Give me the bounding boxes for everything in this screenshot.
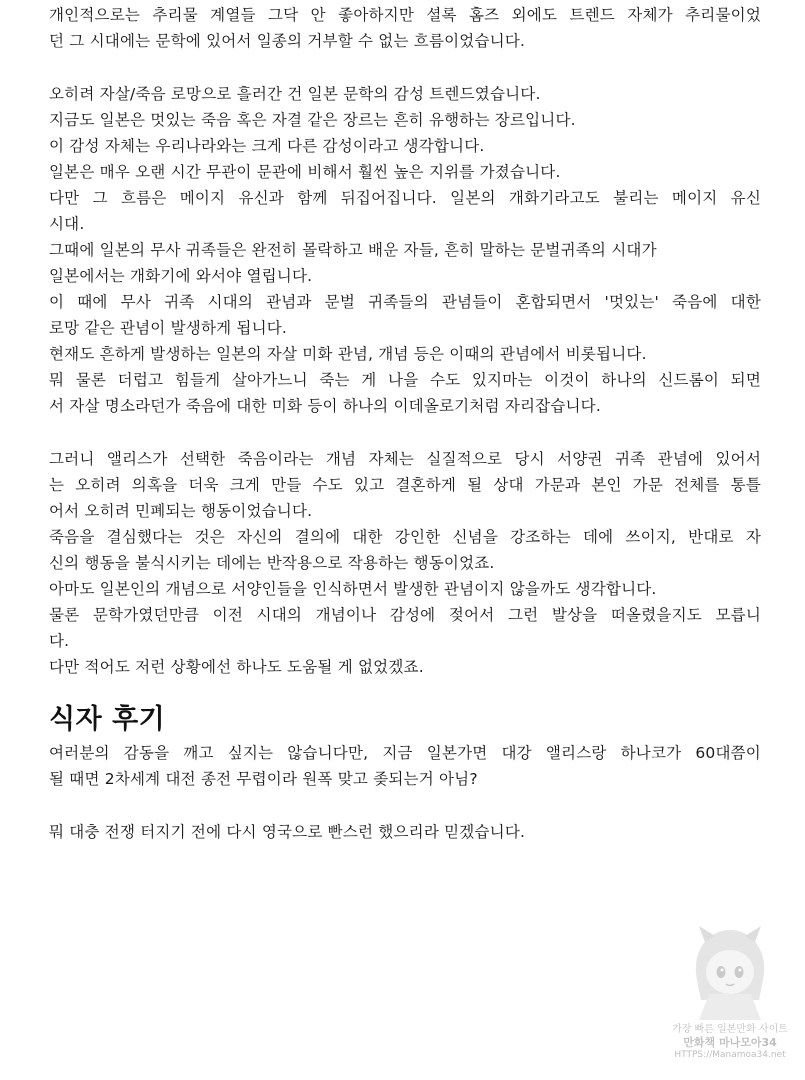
text-line: 개인적으로는 추리물 계열들 그닥 안 좋아하지만 셜록 홈즈 외에도 트렌드 자체가 추리물이었 [49, 6, 761, 24]
text-line: 오히려 자살/죽음 로망으로 흘러간 건 일본 문학의 감성 트렌드였습니다. [49, 85, 541, 103]
document-page [49, 2, 761, 845]
paragraph-closing [49, 819, 761, 845]
text-line: 로망 같은 관념이 발생하게 됩니다. [49, 319, 288, 337]
paragraph-gap [49, 792, 761, 819]
text-line: 뭐 물론 더럽고 힘들게 살아가느니 죽는 게 나을 수도 있지마는 이것이 하나의 신드롬이 되면 [49, 371, 761, 389]
paragraph-japanese-death-romance [49, 81, 761, 419]
paragraph-gap [49, 419, 761, 446]
paragraph-alice-death-concept [49, 446, 761, 680]
text-line: 는 오히려 의혹을 더욱 크게 만들 수도 있고 결혼하게 될 상대 가문과 본인 가문 전체를 통틀 [49, 476, 761, 494]
paragraph-typesetter-comment [49, 740, 761, 792]
text-line: 일본은 매우 오랜 시간 무관이 문관에 비해서 훨씬 높은 지위를 가졌습니다. [49, 163, 561, 181]
text-line: 시대. [49, 215, 85, 233]
text-line: 다만 적어도 저런 상황에선 하나도 도움될 게 없었겠죠. [49, 658, 424, 676]
site-watermark [669, 920, 791, 1070]
text-line: 아마도 일본인의 개념으로 서양인들을 인식하면서 발생한 관념이지 않을까도 생각합니다. [49, 580, 657, 598]
text-line: 신의 행동을 불식시키는 데에는 반작용으로 작용하는 행동이었죠. [49, 554, 495, 572]
paragraph-detective-trend [49, 2, 761, 54]
text-line: 될 때면 2차세계 대전 종전 무렵이라 원폭 맞고 좆되는거 아님? [49, 770, 478, 788]
text-line: 그러니 앨리스가 선택한 죽음이라는 개념 자체는 실질적으로 당시 서양권 귀족 관념에 있어서 [49, 450, 761, 468]
text-line: 지금도 일본은 멋있는 죽음 혹은 자결 같은 장르는 흔히 유행하는 장르입니다. [49, 111, 576, 129]
text-line: 현재도 흔하게 발생하는 일본의 자살 미화 관념, 개념 등은 이때의 관념에서 비롯됩니다. [49, 345, 647, 363]
text-line: 물론 문학가였던만큼 이전 시대의 개념이나 감성에 젖어서 그런 발상을 떠올렸을지도 모릅니 [49, 606, 761, 624]
text-line: 죽음을 결심했다는 것은 자신의 결의에 대한 강인한 신념을 강조하는 데에 쓰이지, 반대로 자 [49, 528, 761, 546]
text-line: 다만 그 흐름은 메이지 유신과 함께 뒤집어집니다. 일본의 개화기라고도 불리는 메이지 유신 [49, 189, 761, 207]
text-line: 뭐 대충 전쟁 터지기 전에 다시 영국으로 빤스런 했으리라 믿겠습니다. [49, 823, 526, 841]
paragraph-gap [49, 54, 761, 81]
text-line: 던 그 시대에는 문학에 있어서 일종의 거부할 수 없는 흐름이었습니다. [49, 32, 526, 50]
watermark-site-name: 만화책 마나모아34 [683, 1036, 777, 1049]
section-heading: 식자 후기 [49, 704, 166, 735]
text-line: 다. [49, 632, 70, 650]
text-line: 그때에 일본의 무사 귀족들은 완전히 몰락하고 배운 자들, 흔히 말하는 문벌귀족의 시대가 [49, 241, 657, 259]
watermark-character-icon [669, 920, 791, 1020]
text-line: 이 때에 무사 귀족 시대의 관념과 문벌 귀족들의 관념들이 혼합되면서 '멋있는' 죽음에 대한 [49, 293, 761, 311]
watermark-tagline: 가장 빠른 일본만화 사이트 [672, 1024, 788, 1035]
text-line: 이 감성 자체는 우리나라와는 크게 다른 감성이라고 생각합니다. [49, 137, 485, 155]
text-line: 일본에서는 개화기에 와서야 열립니다. [49, 267, 313, 285]
watermark-url: HTTPS://Manamoa34.net [674, 1050, 786, 1060]
text-line: 어서 오히려 민폐되는 행동이었습니다. [49, 502, 313, 520]
text-line: 서 자살 명소라던가 죽음에 대한 미화 등이 하나의 이데올로기처럼 자리잡습니다. [49, 397, 601, 415]
text-line: 여러분의 감동을 깨고 싶지는 않습니다만, 지금 일본가면 대강 앨리스랑 하나코가 60대쯤이 [49, 744, 761, 762]
